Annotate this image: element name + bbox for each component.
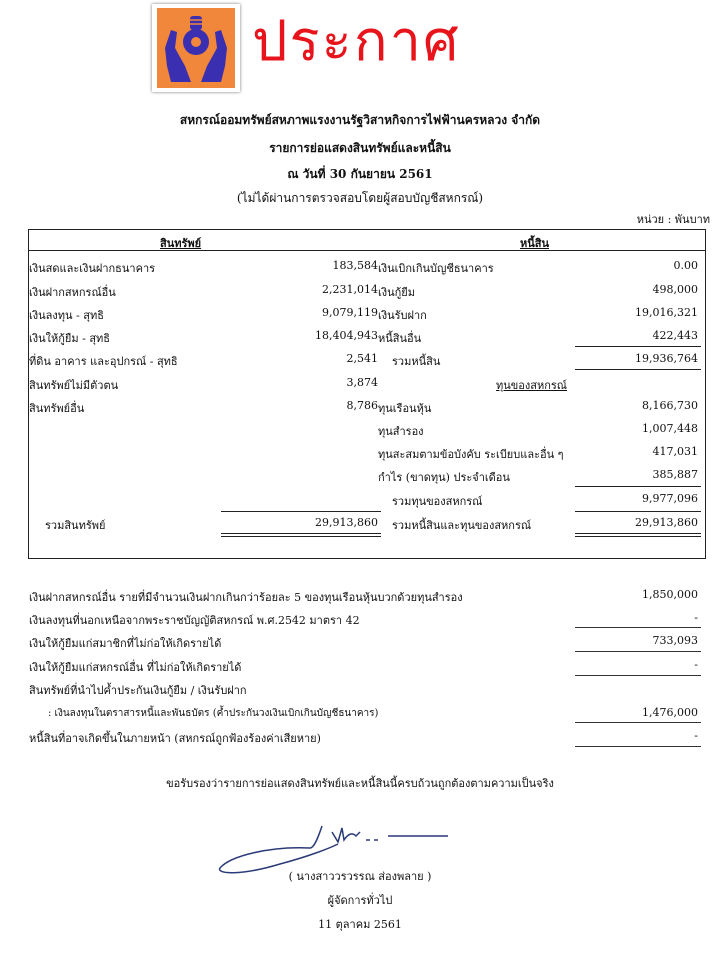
note-rule [575, 675, 701, 676]
note-value: 733,093 [652, 634, 698, 647]
grand-total-label: รวมหนี้สินและทุนของสหกรณ์ [392, 519, 532, 532]
asset-value: 3,874 [346, 376, 378, 389]
note-label: สินทรัพย์ที่นำไปค้ำประกันเงินกู้ยืม / เงินรับฝาก [29, 684, 247, 697]
hands-bulb-icon [157, 8, 235, 88]
note-rule [575, 627, 701, 628]
liability-value: 0.00 [673, 259, 698, 272]
unit-label: หน่วย : พันบาท [636, 213, 710, 226]
signer-name: ( นางสาววรวรรณ ส่องพลาย ) [288, 870, 432, 883]
org-name: สหกรณ์ออมทรัพย์สหภาพแรงงานรัฐวิสาหกิจการไฟฟ้านครหลวง จำกัด [179, 113, 541, 127]
signer-title: ผู้จัดการทั่วไป [327, 894, 393, 907]
note-rule [575, 746, 701, 747]
assets-total-label: รวมสินทรัพย์ [45, 519, 106, 532]
assets-total-double-rule [221, 536, 381, 537]
asset-value: 18,404,943 [315, 329, 378, 342]
grand-total-double-rule [575, 536, 701, 537]
note-label: เงินลงทุนที่นอกเหนือจากพระราชบัญญัติสหกรณ์ พ.ศ.2542 มาตรา 42 [29, 614, 360, 627]
asset-value: 9,079,119 [322, 306, 378, 319]
liability-value: 498,000 [652, 283, 698, 296]
note-label: เงินฝากสหกรณ์อื่น รายที่มีจำนวนเงินฝากเกินกว่าร้อยละ 5 ของทุนเรือนหุ้นบวกด้วยทุนสำรอง [29, 591, 463, 604]
report-date: ณ วันที่ 30 กันยายน 2561 [287, 167, 433, 181]
grand-total-rule [575, 511, 701, 512]
asset-value: 183,584 [332, 259, 378, 272]
liability-label: เงินกู้ยืม [378, 286, 416, 299]
equity-label: ทุนสะสมตามข้อบังคับ ระเบียบและอื่น ๆ [378, 448, 564, 461]
equity-total-rule [575, 486, 701, 487]
liability-label: เงินรับฝาก [378, 309, 427, 322]
asset-label: เงินฝากสหกรณ์อื่น [29, 286, 116, 299]
equity-label: กำไร (ขาดทุน) ประจำเดือน [378, 471, 510, 484]
equity-label: ทุนเรือนหุ้น [378, 402, 432, 415]
note-value: - [694, 658, 698, 671]
grand-total-double-rule [575, 533, 701, 534]
certification-text: ขอรับรองว่ารายการย่อแสดงสินทรัพย์และหนี้สินนี้ครบถ้วนถูกต้องตามความเป็นจริง [166, 777, 554, 790]
liabilities-heading: หนี้สิน [520, 237, 550, 250]
asset-value: 2,541 [346, 352, 378, 365]
grand-total-value: 29,913,860 [635, 516, 698, 529]
note-value: 1,850,000 [642, 588, 698, 601]
liability-value: 422,443 [652, 329, 698, 342]
assets-total-double-rule [221, 533, 381, 534]
equity-heading: ทุนของสหกรณ์ [496, 379, 568, 392]
note-label: เงินให้กู้ยืมแก่สมาชิกที่ไม่ก่อให้เกิดรายได้ [29, 637, 222, 650]
liabilities-total-rule [575, 346, 701, 347]
note-rule [575, 722, 701, 723]
equity-value: 385,887 [652, 468, 698, 481]
liability-label: เงินเบิกเกินบัญชีธนาคาร [378, 262, 494, 275]
asset-label: ที่ดิน อาคาร และอุปกรณ์ - สุทธิ [29, 355, 178, 368]
assets-total-value: 29,913,860 [315, 516, 378, 529]
liability-value: 19,016,321 [635, 306, 698, 319]
logo-background [157, 8, 235, 88]
audit-note: (ไม่ได้ผ่านการตรวจสอบโดยผู้สอบบัญชีสหกรณ์) [236, 191, 484, 205]
cooperative-logo-icon [152, 4, 240, 92]
note-rule [575, 651, 701, 652]
asset-label: เงินสดและเงินฝากธนาคาร [29, 262, 156, 275]
note-label: เงินให้กู้ยืมแก่สหกรณ์อื่น ที่ไม่ก่อให้เกิดรายได้ [29, 661, 242, 674]
asset-value: 2,231,014 [322, 283, 378, 296]
asset-label: สินทรัพย์อื่น [29, 402, 85, 415]
liability-label: หนี้สินอื่น [378, 332, 422, 345]
asset-label: เงินให้กู้ยืม - สุทธิ [29, 332, 111, 345]
equity-total-value: 9,977,096 [642, 492, 698, 505]
equity-value: 417,031 [652, 445, 698, 458]
assets-total-rule [221, 511, 381, 512]
balance-sheet-box [28, 229, 706, 559]
header-divider [28, 250, 706, 251]
asset-label: เงินลงทุน - สุทธิ [29, 309, 104, 322]
note-value: 1,476,000 [642, 706, 698, 719]
announcement-title: ประกาศ [252, 9, 461, 74]
note-label: หนี้สินที่อาจเกิดขึ้นในภายหน้า (สหกรณ์ถูกฟ้องร้องค่าเสียหาย) [29, 732, 321, 745]
equity-value: 1,007,448 [642, 422, 698, 435]
note-label: : เงินลงทุนในตราสารหนี้และพันธบัตร (ค้ำประกันวงเงินเบิกเกินบัญชีธนาคาร) [48, 708, 379, 719]
equity-label: ทุนสำรอง [378, 425, 424, 438]
asset-value: 8,786 [346, 399, 378, 412]
note-value: - [694, 611, 698, 624]
liabilities-total-value: 19,936,764 [635, 352, 698, 365]
equity-value: 8,166,730 [642, 399, 698, 412]
note-value: - [694, 729, 698, 742]
assets-heading: สินทรัพย์ [160, 237, 202, 250]
equity-total-label: รวมทุนของสหกรณ์ [392, 495, 483, 508]
asset-label: สินทรัพย์ไม่มีตัวตน [29, 379, 119, 392]
report-title: รายการย่อแสดงสินทรัพย์และหนี้สิน [269, 141, 451, 155]
liabilities-total-label: รวมหนี้สิน [392, 355, 441, 368]
sign-date: 11 ตุลาคม 2561 [318, 918, 402, 931]
liabilities-total-underline [575, 369, 701, 370]
